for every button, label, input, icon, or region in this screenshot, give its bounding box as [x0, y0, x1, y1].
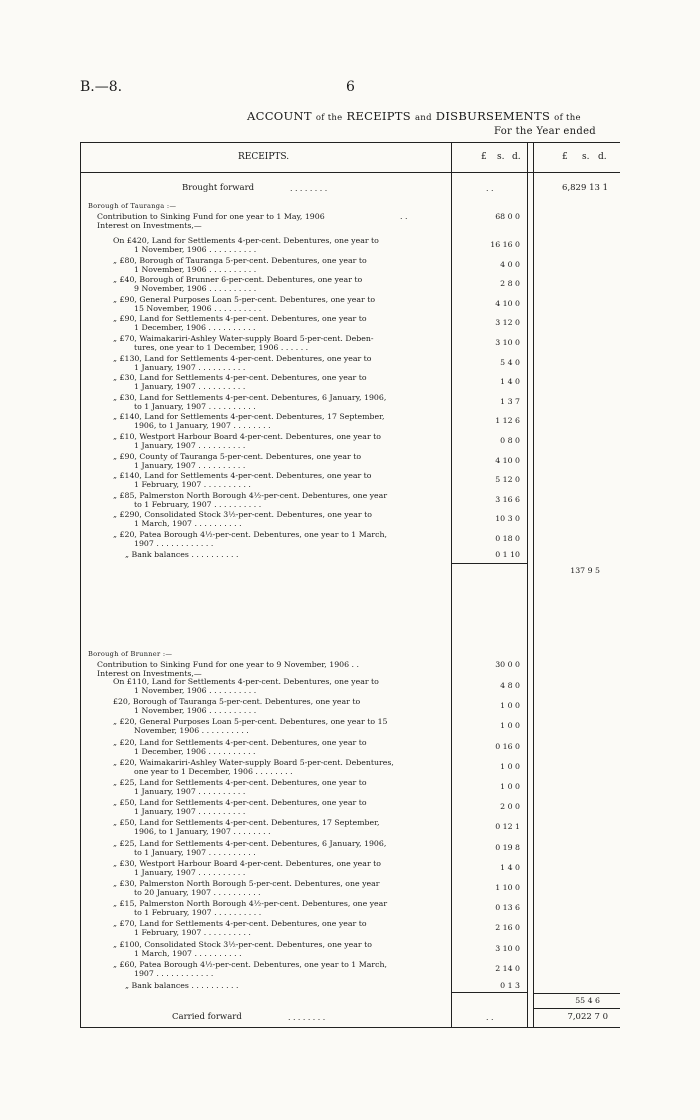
interest-item-amount: 4 10 0: [495, 455, 520, 465]
interest-item-line-2: 1 March, 1907 . . . . . . . . . .: [134, 948, 242, 958]
interest-item-line-2: to 1 January, 1907 . . . . . . . . . .: [134, 401, 256, 411]
interest-item-amount: 0 19 8: [495, 842, 520, 852]
interest-item-line-1: „ £140, Land for Settlements 4-per-cent. Debentures, 17 September,: [113, 412, 385, 422]
tauranga-bank-label: „ Bank balances . . . . . . . . . .: [125, 550, 239, 559]
interest-item-line-1: „ £20, Waimakariri-Ashley Water-supply Board 5-per-cent. Debentures,: [113, 757, 394, 767]
tauranga-contribution: Contribution to Sinking Fund for one year to 1 May, 1906: [97, 212, 325, 221]
page-title-line-2: For the Year ended: [494, 126, 597, 137]
interest-item-amount: 3 12 0: [495, 318, 520, 328]
interest-item-line-2: 1 January, 1907 . . . . . . . . . .: [134, 460, 246, 470]
interest-item-amount: 3 10 0: [495, 338, 520, 347]
interest-item-line-1: „ £40, Borough of Brunner 6-per-cent. Debentures, one year to: [113, 275, 363, 285]
interest-item-line-2: one year to 1 December, 1906 . . . . . . . .: [134, 766, 293, 776]
interest-item-line-2: 1 December, 1906 . . . . . . . . . .: [134, 746, 256, 756]
pounds-header-1: £: [481, 152, 487, 162]
brought-forward-leaders: . . . . . . . .: [290, 184, 328, 193]
tauranga-total: 137 9 5: [570, 566, 600, 575]
interest-item-line-1: „ £30, Land for Settlements 4-per-cent. Debentures, one year to: [113, 373, 367, 383]
page-number: 6: [346, 79, 355, 95]
interest-item-amount: 10 3 0: [495, 514, 520, 524]
tauranga-bank-amount: 0 1 10: [495, 550, 520, 559]
carried-forward-top-rule: [534, 1008, 620, 1009]
tauranga-interest-heading: Interest on Investments,—: [97, 221, 202, 230]
interest-item-line-2: 9 November, 1906 . . . . . . . . . .: [134, 284, 257, 294]
interest-item-line-1: „ £50, Land for Settlements 4-per-cent. Debentures, 17 September,: [113, 818, 380, 828]
interest-item-line-2: tures, one year to 1 December, 1906 . . . . . .: [134, 343, 309, 352]
brunner-subtotal-rule: [452, 992, 527, 993]
interest-item-amount: 1 4 0: [500, 377, 520, 387]
interest-item-amount: 0 18 0: [495, 534, 520, 543]
interest-item-amount: 4 8 0: [500, 681, 520, 690]
interest-item-line-1: „ £25, Land for Settlements 4-per-cent. Debentures, one year to: [113, 778, 367, 787]
interest-item-line-2: 15 November, 1906 . . . . . . . . . .: [134, 303, 262, 313]
interest-item-line-1: „ £85, Palmerston North Borough 4½-per-cent. Debentures, one year: [113, 490, 388, 500]
interest-item-line-1: On £110, Land for Settlements 4-per-cent. Debentures, one year to: [113, 677, 379, 686]
interest-item-line-2: 1 January, 1907 . . . . . . . . . .: [134, 441, 246, 450]
interest-item-amount: 2 16 0: [495, 923, 520, 933]
interest-item-line-1: „ £70, Land for Settlements 4-per-cent. Debentures, one year to: [113, 919, 367, 929]
brought-forward-label: Brought forward: [182, 183, 255, 193]
interest-item-amount: 1 12 6: [495, 416, 520, 426]
interest-item-line-1: „ £10, Westport Harbour Board 4-per-cent. Debentures, one year to: [113, 432, 381, 441]
interest-item-line-2: 1 November, 1906 . . . . . . . . . .: [134, 245, 257, 254]
interest-item-line-1: „ £30, Westport Harbour Board 4-per-cent. Debentures, one year to: [113, 858, 381, 868]
interest-item-amount: 16 16 0: [490, 240, 520, 249]
interest-item-line-2: 1 January, 1907 . . . . . . . . . .: [134, 787, 246, 796]
interest-item-amount: 2 8 0: [500, 279, 520, 289]
shillings-header-2: s.: [582, 152, 590, 162]
interest-item-amount: 1 10 0: [495, 883, 520, 892]
interest-item-line-1: „ £30, Land for Settlements 4-per-cent. Debentures, 6 January, 1906,: [113, 392, 387, 402]
interest-item-line-1: „ £130, Land for Settlements 4-per-cent. Debentures, one year to: [113, 353, 372, 363]
tauranga-contribution-amount: 68 0 0: [495, 212, 520, 221]
column-divider-1: [451, 142, 452, 1028]
carried-forward-label: Carried forward: [172, 1012, 242, 1022]
interest-item-line-1: „ £140, Land for Settlements 4-per-cent. Debentures, one year to: [113, 471, 372, 481]
interest-item-line-2: 1 November, 1906 . . . . . . . . . .: [134, 706, 257, 716]
interest-item-line-2: 1 January, 1907 . . . . . . . . . .: [134, 867, 246, 877]
left-border: [80, 142, 81, 1028]
brought-forward-col1: . .: [486, 184, 494, 193]
tauranga-heading: Borough of Tauranga :—: [88, 202, 177, 210]
interest-item-amount: 0 16 0: [495, 741, 520, 751]
interest-item-line-1: „ £90, Land for Settlements 4-per-cent. Debentures, one year to: [113, 314, 367, 324]
interest-item-line-2: 1906, to 1 January, 1907 . . . . . . . .: [134, 421, 271, 431]
interest-item-amount: 5 4 0: [500, 357, 520, 367]
receipts-column-header: RECEIPTS.: [238, 152, 290, 162]
interest-item-line-2: 1 January, 1907 . . . . . . . . . .: [134, 382, 246, 392]
interest-item-line-1: „ £90, General Purposes Loan 5-per-cent. Debentures, one year to: [113, 294, 376, 304]
interest-item-line-1: „ £80, Borough of Tauranga 5-per-cent. Debentures, one year to: [113, 255, 367, 265]
interest-item-line-2: 1 January, 1907 . . . . . . . . . .: [134, 362, 246, 372]
interest-item-line-2: 1 November, 1906 . . . . . . . . . .: [134, 686, 257, 695]
pence-header-1: d.: [512, 152, 521, 162]
interest-item-line-2: November, 1906 . . . . . . . . . .: [134, 726, 249, 736]
table-top-rule: [80, 142, 620, 143]
interest-item-amount: 1 3 7: [500, 396, 520, 406]
interest-item-amount: 1 0 0: [500, 721, 520, 731]
document-reference: B.—8.: [80, 79, 123, 95]
brunner-total: 55 4 6: [575, 996, 600, 1005]
pounds-header-2: £: [562, 152, 568, 162]
interest-item-amount: 5 12 0: [495, 475, 520, 485]
interest-item-line-2: to 20 January, 1907 . . . . . . . . . .: [134, 888, 261, 897]
interest-item-line-2: 1906, to 1 January, 1907 . . . . . . . .: [134, 827, 271, 837]
interest-item-line-1: „ £20, Patea Borough 4½-per-cent. Debentures, one year to 1 March,: [113, 530, 387, 539]
brunner-interest-heading: Interest on Investments,—: [97, 669, 202, 678]
brunner-contribution-amount: 30 0 0: [495, 660, 520, 669]
interest-item-line-1: „ £100, Consolidated Stock 3½-per-cent. Debentures, one year to: [113, 939, 372, 949]
page-title-line-1: ACCOUNT of the RECEIPTS and DISBURSEMENTS of the: [247, 109, 581, 123]
interest-item-line-2: to 1 January, 1907 . . . . . . . . . .: [134, 847, 256, 857]
interest-item-line-2: 1 March, 1907 . . . . . . . . . .: [134, 519, 242, 529]
interest-item-amount: 1 0 0: [500, 782, 520, 791]
interest-item-line-2: 1 February, 1907 . . . . . . . . . .: [134, 480, 251, 490]
column-divider-2: [527, 142, 528, 1028]
interest-item-line-1: „ £290, Consolidated Stock 3½-per-cent. Debentures, one year to: [113, 510, 372, 520]
column-divider-3: [533, 142, 534, 1028]
brunner-contribution: Contribution to Sinking Fund for one year to 9 November, 1906 . .: [97, 660, 359, 669]
interest-item-line-1: „ £15, Palmerston North Borough 4½-per-cent. Debentures, one year: [113, 899, 388, 909]
grand-total-rule: [534, 993, 620, 994]
interest-item-amount: 1 0 0: [500, 701, 520, 711]
interest-item-amount: 2 0 0: [500, 802, 520, 812]
interest-item-line-1: „ £25, Land for Settlements 4-per-cent. Debentures, 6 January, 1906,: [113, 838, 387, 848]
carried-forward-col1: . .: [486, 1013, 494, 1022]
interest-item-line-1: „ £90, County of Tauranga 5-per-cent. Debentures, one year to: [113, 451, 362, 461]
interest-item-amount: 0 8 0: [500, 436, 520, 445]
interest-item-line-1: „ £20, Land for Settlements 4-per-cent. Debentures, one year to: [113, 737, 367, 747]
tauranga-subtotal-rule: [452, 563, 527, 564]
header-bottom-rule: [80, 172, 620, 173]
interest-item-line-1: „ £50, Land for Settlements 4-per-cent. Debentures, one year to: [113, 798, 367, 808]
interest-item-line-1: „ £60, Patea Borough 4½-per-cent. Debentures, one year to 1 March,: [113, 959, 387, 969]
interest-item-line-1: „ £20, General Purposes Loan 5-per-cent. Debentures, one year to 15: [113, 717, 388, 727]
table-bottom-rule: [80, 1027, 620, 1028]
interest-item-line-2: to 1 February, 1907 . . . . . . . . . .: [134, 499, 262, 509]
interest-item-line-2: 1 January, 1907 . . . . . . . . . .: [134, 807, 246, 817]
brunner-bank-label: „ Bank balances . . . . . . . . . .: [125, 981, 239, 990]
interest-item-amount: 2 14 0: [495, 963, 520, 973]
interest-item-line-2: 1907 . . . . . . . . . . . .: [134, 539, 214, 548]
interest-item-line-2: 1 December, 1906 . . . . . . . . . .: [134, 323, 256, 333]
interest-item-line-1: £20, Borough of Tauranga 5-per-cent. Debentures, one year to: [113, 697, 361, 707]
carried-forward-total: 7,022 7 0: [567, 1012, 608, 1022]
interest-item-line-2: 1907 . . . . . . . . . . . .: [134, 968, 214, 978]
interest-item-line-1: „ £70, Waimakariri-Ashley Water-supply Board 5-per-cent. Deben-: [113, 334, 374, 343]
interest-item-line-2: 1 February, 1907 . . . . . . . . . .: [134, 928, 251, 938]
interest-item-amount: 1 0 0: [500, 761, 520, 771]
interest-item-amount: 3 16 6: [495, 494, 520, 504]
brought-forward-total: 6,829 13 1: [562, 183, 608, 193]
interest-item-amount: 1 4 0: [500, 862, 520, 872]
interest-item-amount: 4 0 0: [500, 259, 520, 269]
interest-item-line-2: 1 November, 1906 . . . . . . . . . .: [134, 264, 257, 274]
carried-forward-leaders: . . . . . . . .: [288, 1013, 326, 1022]
shillings-header-1: s.: [497, 152, 505, 162]
interest-item-amount: 0 12 1: [495, 822, 520, 832]
interest-item-line-1: On £420, Land for Settlements 4-per-cent. Debentures, one year to: [113, 236, 379, 245]
interest-item-amount: 3 10 0: [495, 943, 520, 953]
interest-item-line-2: to 1 February, 1907 . . . . . . . . . .: [134, 908, 262, 918]
interest-item-amount: 4 10 0: [495, 298, 520, 308]
interest-item-line-1: „ £30, Palmerston North Borough 5-per-cent. Debentures, one year: [113, 879, 380, 888]
pence-header-2: d.: [598, 152, 607, 162]
brunner-heading: Borough of Brunner :—: [88, 650, 173, 658]
interest-item-amount: 0 13 6: [495, 903, 520, 913]
brunner-bank-amount: 0 1 3: [500, 981, 520, 990]
